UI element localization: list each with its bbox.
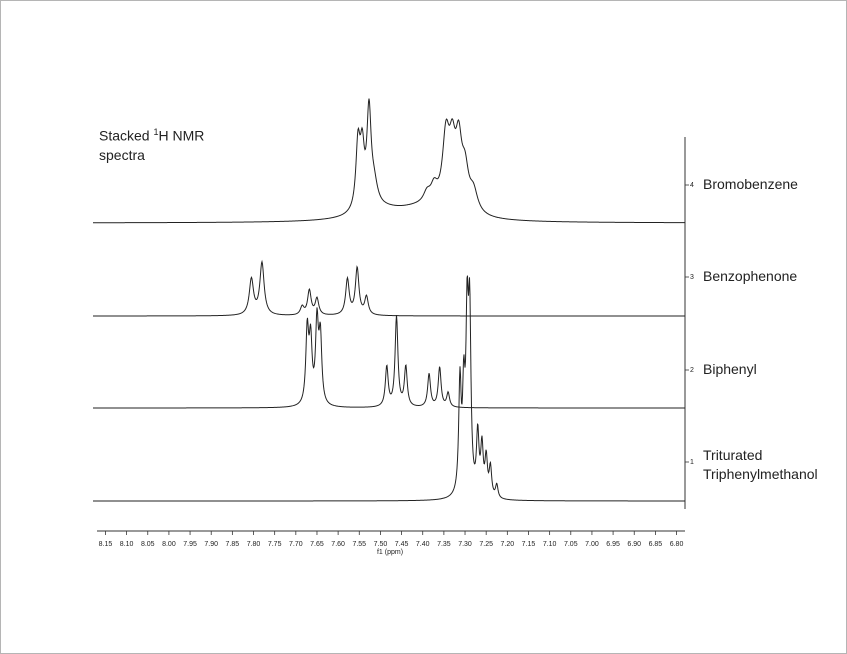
x-tick-label: 7.45 (394, 541, 409, 548)
spectrum-number-label: 3 (690, 274, 694, 281)
chart-title-superscript: 1 (153, 127, 159, 137)
x-tick-label: 8.05 (140, 541, 155, 548)
x-tick-label: 7.10 (542, 541, 557, 548)
series-label-text: Triphenylmethanol (703, 466, 818, 482)
x-tick-label: 6.85 (648, 541, 663, 548)
x-tick-label: 7.55 (352, 541, 367, 548)
x-tick-label: 7.05 (563, 541, 578, 548)
series-label-text: Triturated (703, 447, 763, 463)
x-tick-label: 7.75 (267, 541, 282, 548)
x-tick-label: 6.90 (627, 541, 642, 548)
x-tick-label: 6.95 (606, 541, 620, 548)
x-tick-label: 7.80 (246, 541, 261, 548)
x-tick-label: 7.70 (289, 541, 303, 548)
x-tick-label: 7.85 (225, 541, 240, 548)
spectrum-number-label: 2 (690, 367, 694, 374)
x-axis-ticks (99, 531, 684, 548)
x-tick-label: 7.20 (500, 541, 515, 548)
x-tick-label: 6.80 (669, 541, 684, 548)
x-tick-label: 7.60 (331, 541, 345, 548)
nmr-plot (1, 1, 846, 653)
x-tick-label: 8.00 (162, 541, 176, 548)
x-tick-label: 8.10 (119, 541, 134, 548)
chart-title-part1: Stacked (99, 127, 154, 144)
x-tick-label: 7.30 (458, 541, 472, 548)
x-tick-label: 7.50 (373, 541, 388, 548)
x-tick-label: 7.40 (415, 541, 430, 548)
spectra-group (93, 99, 685, 501)
spectrum-trace-bromobenzene (93, 99, 685, 223)
x-tick-label: 7.35 (437, 541, 451, 548)
x-tick-label: 7.95 (183, 541, 197, 548)
spectrum-number-label: 4 (690, 182, 694, 189)
spectrum-number-label: 1 (690, 459, 694, 466)
x-tick-label: 7.25 (479, 541, 493, 548)
x-tick-label: 8.15 (98, 541, 113, 548)
series-label-text: Bromobenzene (703, 176, 798, 192)
x-tick-label: 7.00 (585, 541, 599, 548)
x-axis-label: f1 (ppm) (376, 549, 404, 556)
x-tick-label: 7.65 (310, 541, 324, 548)
series-label-text: Biphenyl (703, 361, 757, 377)
spectrum-trace-biphenyl (93, 307, 685, 408)
spectrum-trace-benzophenone (93, 262, 685, 316)
spectrum-numbers (685, 182, 694, 466)
series-label-text: Benzophenone (703, 268, 798, 284)
chart-title-part2: H NMR (158, 127, 205, 144)
x-tick-label: 7.15 (521, 541, 536, 548)
x-tick-label: 7.90 (204, 541, 219, 548)
chart-title-line2: spectra (99, 146, 145, 163)
